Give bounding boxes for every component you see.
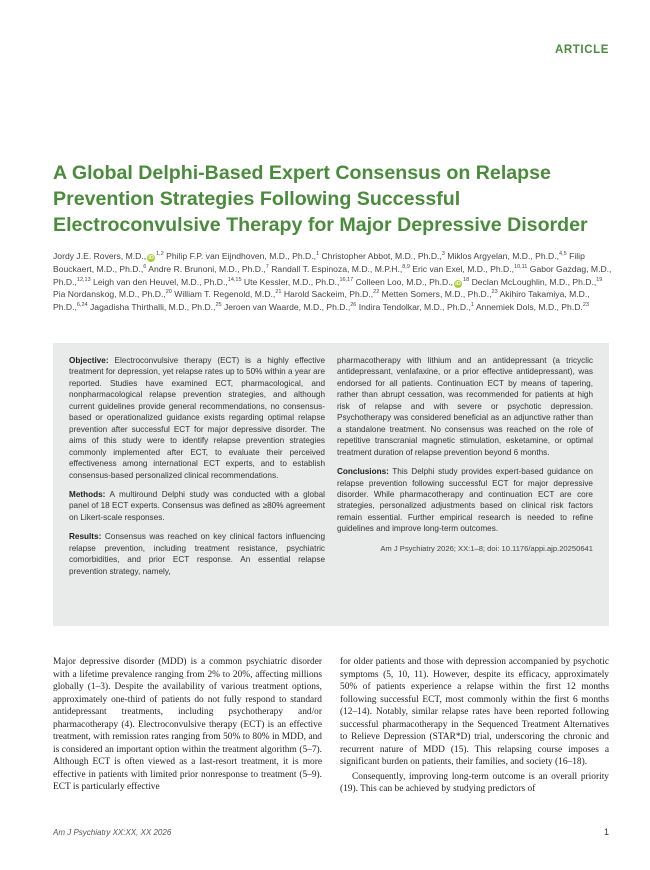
author-name: Christopher Abbot, M.D., Ph.D.,	[321, 251, 442, 261]
body-right-column	[340, 656, 609, 796]
author-name: Miklos Argyelan, M.D., Ph.D.,	[447, 251, 560, 261]
abstract-results-continued	[337, 355, 593, 458]
objective-label: Objective:	[69, 356, 109, 365]
author-name: Filip Bouckaert, M.D., Ph.D.,	[53, 251, 585, 274]
author-affiliation: 6,24	[76, 302, 88, 309]
author-affiliation: 23	[491, 289, 498, 296]
abstract-results	[69, 531, 325, 577]
objective-text: Electroconvulsive therapy (ECT) is a highly effective treatment for depression, yet relapse rates up to 50% within a year are reported. Studies have examined ECT, pharmacological, and nonpharmacological relapse prevention strategies, and although current guidelines provide general recommendations, no consensus-based or operationalized guidance exists regarding optimal relapse prevention after successful ECT for major depressive disorder. The aims of this study were to identify relapse prevention strategies commonly implemented after ECT, to evaluate their perceived effectiveness among international ECT experts, and to establish consensus-based personalized clinical recommendations.	[69, 356, 326, 480]
author-affiliation: 21	[275, 289, 282, 296]
author-name: Leigh van den Heuvel, M.D., Ph.D.,	[93, 276, 228, 287]
author	[321, 251, 444, 261]
author	[356, 277, 470, 287]
author-name: Indira Tendolkar, M.D., Ph.D.,	[358, 302, 471, 313]
author-affiliation: 14,15	[227, 276, 242, 283]
author-name: Randall T. Espinoza, M.D., M.P.H.,	[271, 263, 403, 274]
author-name: Pia Nordanskog, M.D., Ph.D.,	[53, 289, 166, 300]
author-name: Harold Sackeim, Ph.D.,	[283, 289, 374, 300]
author-affiliation: 1,2	[156, 251, 164, 257]
body-text	[53, 656, 609, 796]
results-text: Consensus was reached on key clinical factors influencing relapse prevention, including treatment resistance, psychiatric comorbidities, and prior ECT response. An essential relapse prevention strategy, namely,	[69, 532, 325, 576]
author-affiliation: 3	[441, 251, 445, 257]
author-name: Annemiek Dols, M.D., Ph.D.	[475, 302, 583, 313]
intro-paragraph-continued: for older patients and those with depression accompanied by psychotic symptoms (5, 10, 11). However, despite its efficacy, approximately 50% of patients experience a relapse within the first 12 months following successful ECT, most commonly within the first 6 months (12–14). Notably, similar relapse rates have been reported following successful pharmacotherapy in the Sequenced Treatment Alternatives to Relieve Depression (STAR*D) trial, underscoring the chronic and recurrent nature of MDD (15). This relapsing course imposes a significant burden on patients, their families, and society (16–18).	[340, 657, 609, 767]
abstract-right-column	[337, 355, 593, 626]
author-affiliation: 4,5	[559, 251, 567, 257]
author-affiliation: 1	[316, 251, 320, 257]
intro-paragraph: Major depressive disorder (MDD) is a common psychiatric disorder with a lifetime prevalence ranging from 2% to 20%, affecting millions globally (1–3). Despite the availability of various treatment options, approximately one-third of patients do not fully respond to standard antidepressant treatments, including psychotherapy and/or pharmacotherapy (4). Electroconvulsive therapy (ECT) is an effective treatment, with remission rates ranging from 50% to 80% in MDD, and is considered an important option within the treatment algorithm (5–7). Although ECT is often viewed as a last-resort treatment, it is more effective in patients with limited prior nonresponse to treatment (5–9). ECT is particularly effective	[53, 657, 322, 792]
author-name: Philip F.P. van Eijndhoven, M.D., Ph.D.,	[166, 251, 316, 261]
author-name: Andre R. Brunoni, M.D., Ph.D.,	[148, 263, 266, 274]
author	[166, 251, 319, 261]
orcid-icon[interactable]: iD	[455, 280, 461, 287]
author	[148, 264, 269, 274]
author-affiliation: 7	[265, 263, 269, 270]
author	[472, 277, 603, 287]
author	[224, 302, 356, 312]
author	[244, 277, 353, 287]
author-name: Jeroen van Waarde, M.D., Ph.D.,	[223, 302, 351, 313]
abstract-objective	[69, 355, 325, 481]
author-affiliation: 8,9	[402, 263, 410, 270]
journal-footer: Am J Psychiatry XX:XX, XX 2026	[53, 828, 172, 837]
author-name: Jordy J.E. Rovers, M.D.,	[53, 251, 147, 261]
author	[447, 251, 566, 261]
author-name: Eric van Exel, M.D., Ph.D.,	[412, 263, 515, 274]
author	[476, 302, 589, 312]
author	[53, 251, 164, 261]
author	[53, 289, 172, 299]
abstract-methods	[69, 489, 325, 523]
article-type-label: ARTICLE	[554, 44, 609, 56]
results-label: Results:	[69, 532, 102, 542]
author	[359, 302, 474, 312]
abstract-left-column	[69, 355, 325, 626]
author-name: William T. Regenold, M.D.,	[174, 289, 276, 300]
author-name: Akihiro Takamiya, M.D., Ph.D.,	[53, 289, 590, 313]
author	[382, 289, 498, 299]
author-affiliation: 26	[350, 302, 357, 309]
author-name: Colleen Loo, M.D., Ph.D.,	[355, 276, 454, 287]
abstract-conclusions	[337, 466, 593, 535]
orcid-icon[interactable]: iD	[148, 255, 154, 261]
author-affiliation: 6	[143, 263, 147, 270]
author-affiliation: 23	[582, 302, 589, 309]
author-affiliation: 12,13	[76, 276, 91, 283]
author	[271, 264, 410, 274]
abstract-box	[53, 343, 609, 626]
methods-label: Methods:	[69, 489, 106, 499]
results-text-continued: pharmacotherapy with lithium and an antidepressant (a tricyclic antidepressant, venlafaxine, or a prior effective antidepressant), was endorsed for all patients. Continuation ECT by means of tapering, rather than abrupt cessation, was recommended for patients at high risk of relapse and with severe or psychotic depression. Psychotherapy was considered beneficial as an adjunctive rather than a standalone treatment. No consensus was reached on the role of repetitive transcranial magnetic stimulation, esketamine, or optimal treatment duration of relapse prevention beyond 6 months.	[337, 356, 593, 457]
article-title: A Global Delphi-Based Expert Consensus on Relapse Prevention Strategies Following Successful Electroconvulsive Therapy for Major Depressive Disorder	[53, 162, 588, 236]
author-affiliation: 22	[373, 289, 380, 296]
author-name: Ute Kessler, M.D., Ph.D.,	[243, 276, 340, 287]
author-affiliation: 20	[165, 289, 172, 296]
page-number: 1	[603, 827, 609, 837]
body-left-column	[53, 656, 322, 796]
conclusions-text: This Delphi study provides expert-based guidance on relapse prevention following successful ECT for major depressive disorder. While pharmacotherapy and continuation ECT are core strategies, personalized adjustments based on clinical risk factors remain essential. Further empirical research is needed to refine guidelines and improve long-term outcomes.	[337, 467, 593, 534]
citation: Am J Psychiatry 2026; XX:1–8; doi: 10.1176/appi.ajp.20250641	[380, 543, 593, 553]
author	[284, 289, 379, 299]
intro-paragraph-2: Consequently, improving long-term outcome is an overall priority (19). This can be achieved by studying predictors of	[340, 771, 609, 794]
author-name: Gabor Gazdag, M.D., Ph.D.,	[53, 263, 612, 287]
author-affiliation: 19	[596, 276, 603, 283]
author-list	[53, 250, 613, 314]
conclusions-label: Conclusions:	[337, 467, 389, 477]
author-name: Jagadisha Thirthalli, M.D., Ph.D.,	[90, 302, 216, 313]
author	[93, 277, 241, 287]
author-affiliation: 16,17	[339, 276, 354, 283]
author	[412, 264, 527, 274]
author	[174, 289, 281, 299]
author-affiliation: 25	[215, 302, 222, 309]
methods-text: A multiround Delphi study was conducted with a global panel of 18 ECT experts. Consensus was defined as ≥80% agreement on Likert-scale responses.	[69, 489, 325, 522]
author-affiliation: 10,11	[514, 263, 528, 270]
author-name: Metten Somers, M.D., Ph.D.,	[381, 289, 492, 300]
author-affiliation: 18	[463, 276, 470, 283]
author-affiliation: 1	[470, 302, 474, 309]
author	[90, 302, 222, 312]
author-name: Declan McLoughlin, M.D., Ph.D.,	[471, 276, 597, 287]
